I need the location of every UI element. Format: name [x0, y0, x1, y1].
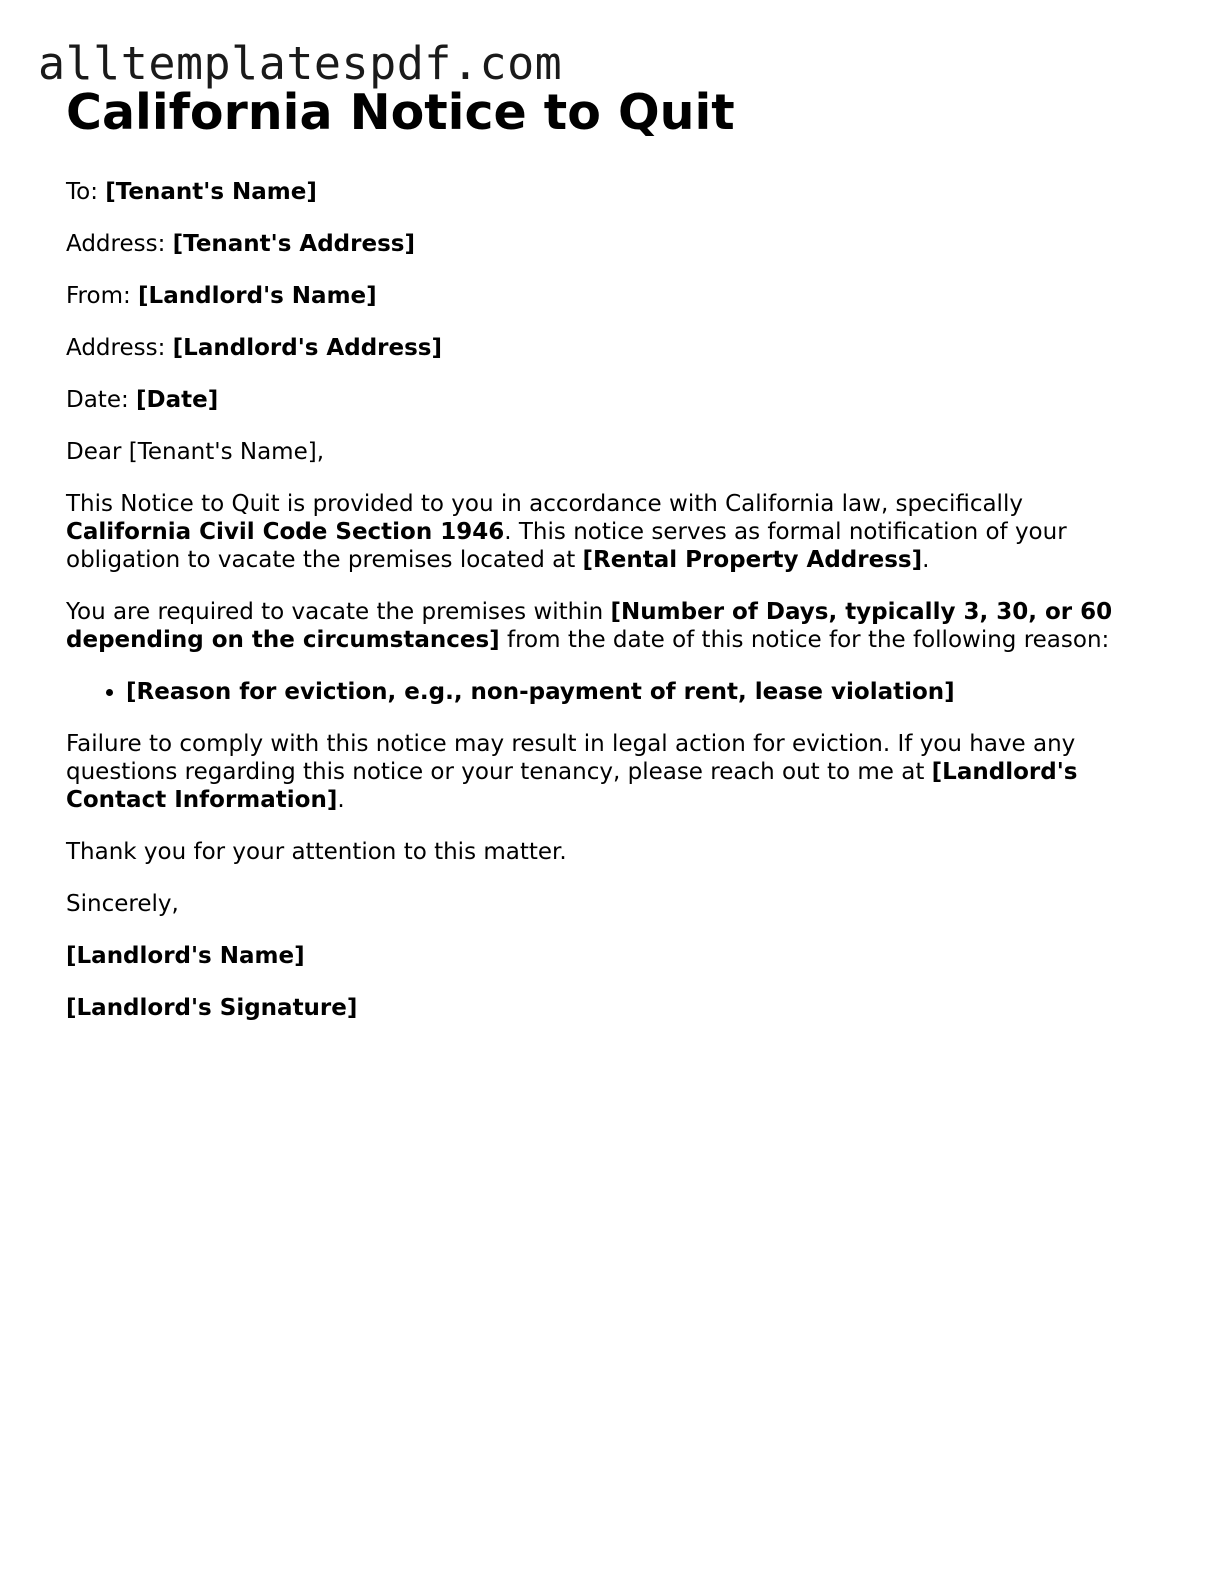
p3-text-a: Failure to comply with this notice may result in legal action for eviction. If you have any questions regarding this notice or your tenancy, please reach out to me at [66, 731, 1076, 785]
landlord-signature: [Landlord's Signature] [66, 995, 358, 1021]
tenant-address-field [66, 230, 1126, 258]
p2-text-a: You are required to vacate the premises within [66, 599, 611, 625]
tenant-address-label: Address: [66, 231, 166, 257]
date-label: Date: [66, 387, 129, 413]
civil-code-reference: California Civil Code Section 1946 [66, 519, 505, 545]
eviction-reasons-list [66, 678, 1126, 706]
eviction-reason: [Reason for eviction, e.g., non-payment of rent, lease violation] [126, 679, 955, 705]
from-label: From: [66, 283, 131, 309]
from-value: [Landlord's Name] [138, 283, 377, 309]
notice-document [66, 84, 1126, 1046]
number-of-days: [Number of Days, typically 3, 30, or 60 depending on the circumstances] [66, 599, 1113, 653]
landlord-name: [Landlord's Name] [66, 943, 305, 969]
salutation: Dear [Tenant's Name], [66, 439, 325, 465]
landlord-address-value: [Landlord's Address] [172, 335, 442, 361]
consequences-paragraph [66, 730, 1126, 814]
to-label: To: [66, 179, 98, 205]
landlord-address-field [66, 334, 1126, 362]
tenant-address-value: [Tenant's Address] [172, 231, 415, 257]
date-value: [Date] [136, 387, 219, 413]
rental-property-address: [Rental Property Address] [582, 547, 923, 573]
signature-name [66, 942, 1126, 970]
p3-text-b: . [337, 787, 345, 813]
thanks-line: Thank you for your attention to this matter. [66, 839, 567, 865]
list-item [126, 678, 1126, 706]
vacate-deadline-paragraph [66, 598, 1126, 654]
p1-text-b: . This notice serves as formal notification of your obligation to vacate the premises located at [66, 519, 1067, 573]
closing-line: Sincerely, [66, 891, 179, 917]
site-watermark: alltemplatespdf.com [38, 37, 563, 90]
to-field [66, 178, 1126, 206]
date-field [66, 386, 1126, 414]
landlord-contact-info: [Landlord's Contact Information] [66, 759, 1078, 813]
landlord-address-label: Address: [66, 335, 166, 361]
p1-text-c: . [922, 547, 930, 573]
p1-text-a: This Notice to Quit is provided to you in accordance with California law, specifically [66, 491, 1023, 517]
legal-basis-paragraph [66, 490, 1126, 574]
page-title: California Notice to Quit [66, 84, 735, 141]
from-field [66, 282, 1126, 310]
to-value: [Tenant's Name] [105, 179, 317, 205]
p2-text-b: from the date of this notice for the following reason: [499, 627, 1110, 653]
signature-line [66, 994, 1126, 1022]
